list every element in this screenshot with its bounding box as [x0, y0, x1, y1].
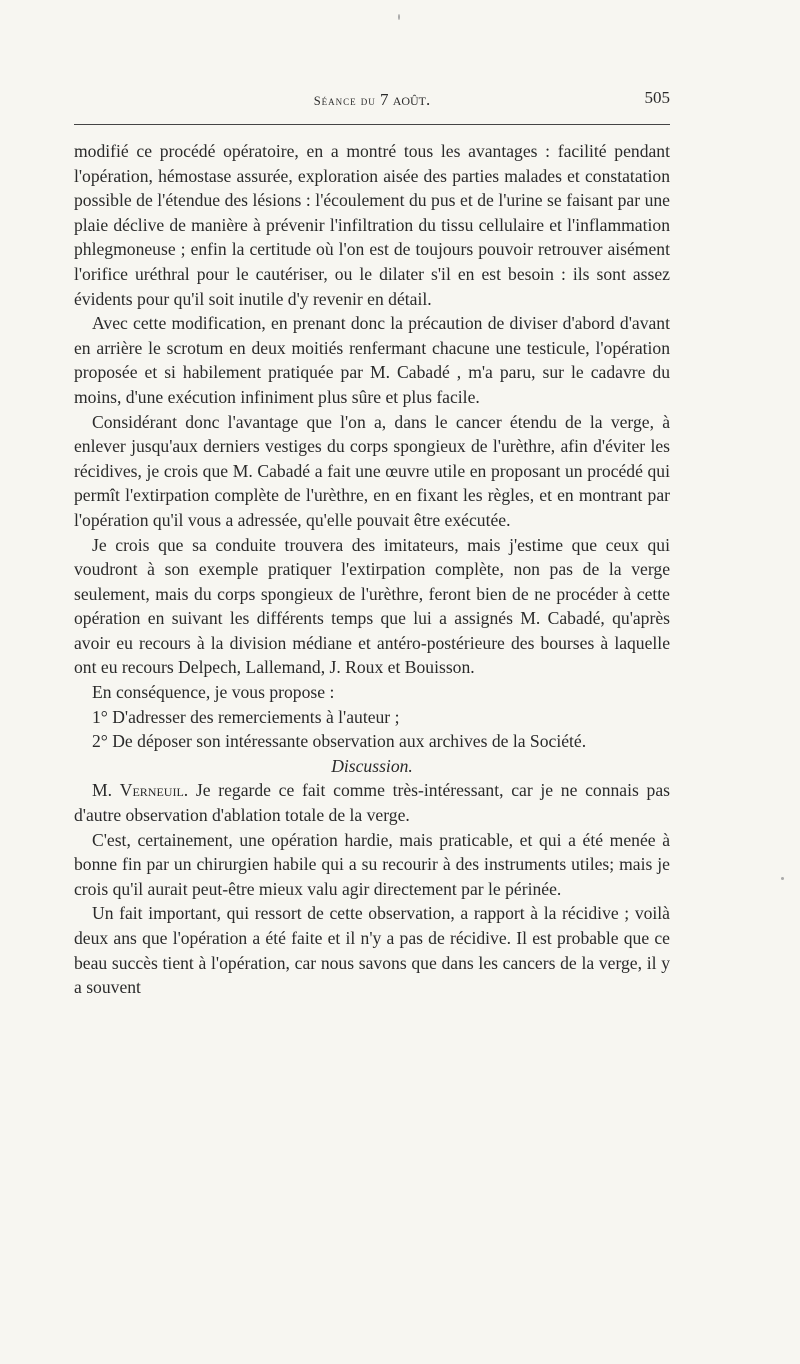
paragraph: modifié ce procédé opératoire, en a montré tous les avantages : facilité pendant l'opération, hémostase assurée, exploration aisée des parties malades et constatation possible de l'étendue des lésions : l'écoulement du pus et de l'urine se faisant par une plaie déclive de manière à prévenir l'infiltration du tissu cellulaire et l'inflammation phlegmoneuse ; enfin la certitude où l'on est de toujours pouvoir retrouver aisément l'orifice uréthral pour le cautériser, ou le dilater s'il en est besoin : ils sont assez évidents pour qu'il soit inutile d'y revenir en détail.: [74, 141, 670, 309]
print-speck: [398, 14, 400, 20]
paragraph: Je crois que sa conduite trouvera des imitateurs, mais j'estime que ceux qui voudront à son exemple pratiquer l'extirpation complète, non pas de la verge seulement, mais du corps spongieux de l'urèthre, feront bien de ne procéder à cette opération en suivant les différents temps que lui a assignés M. Cabadé, qu'après avoir eu recours à la division médiane et antéro-postérieure des bourses à laquelle ont eu recours Delpech, Lallemand, J. Roux et Bouisson.: [74, 534, 670, 678]
discussion-paragraph: C'est, certainement, une opération hardie, mais praticable, et qui a été menée à bonne fin par un chirurgien habile qui a su recourir à des instruments utiles; mais je crois qu'il aurait peut-être mieux valu agir directement par le périnée.: [74, 829, 670, 899]
speaker-text: Je regarde ce fait comme très-intéressant, car je ne connais pas d'autre observation d'ablation totale de la verge.: [74, 780, 670, 826]
running-head-title: [74, 90, 670, 110]
running-head: [74, 88, 670, 112]
session-date: 7 août.: [379, 90, 431, 109]
page-number: 505: [644, 88, 670, 107]
report-text: [74, 139, 670, 1000]
discussion-paragraph: Un fait important, qui ressort de cette observation, a rapport à la récidive ; voilà deux ans que l'opération a été faite et il n'y a pas de récidive. Il est probable que ce beau succès tient à l'opération, car nous savons que dans les cancers de la verge, il y a souvent: [74, 903, 670, 998]
session-label: Séance du: [313, 94, 376, 108]
discussion-heading: Discussion.: [331, 755, 413, 776]
print-speck: [781, 877, 784, 880]
header-rule: [74, 124, 670, 125]
book-page: [74, 88, 670, 1000]
list-item: 2° De déposer son intéressante observation aux archives de la Société.: [92, 731, 587, 752]
speaker-name: Verneuil.: [119, 780, 189, 801]
paragraph: Considérant donc l'avantage que l'on a, dans le cancer étendu de la verge, à enlever jusqu'aux derniers vestiges du corps spongieux de l'urèthre, afin d'éviter les récidives, je crois que M. Cabadé a fait une œuvre utile en proposant un procédé qui permît l'extirpation complète de l'urèthre, en en fixant les règles, et en montrant par l'opération qu'il vous a adressée, qu'elle pouvait être exécutée.: [74, 411, 670, 530]
paragraph: Avec cette modification, en prenant donc la précaution de diviser d'abord d'avant en arrière le scrotum en deux moitiés renfermant chacune une testicule, l'opération proposée et si habilement pratiquée par M. Cabadé , m'a paru, sur le cadavre du moins, d'une exécution infiniment plus sûre et plus facile.: [74, 313, 670, 407]
speaker-prefix: M.: [92, 780, 113, 801]
list-item: 1° D'adresser des remerciements à l'auteur ;: [92, 706, 400, 727]
discussion-paragraph: [74, 778, 670, 827]
paragraph: En conséquence, je vous propose :: [92, 682, 335, 703]
